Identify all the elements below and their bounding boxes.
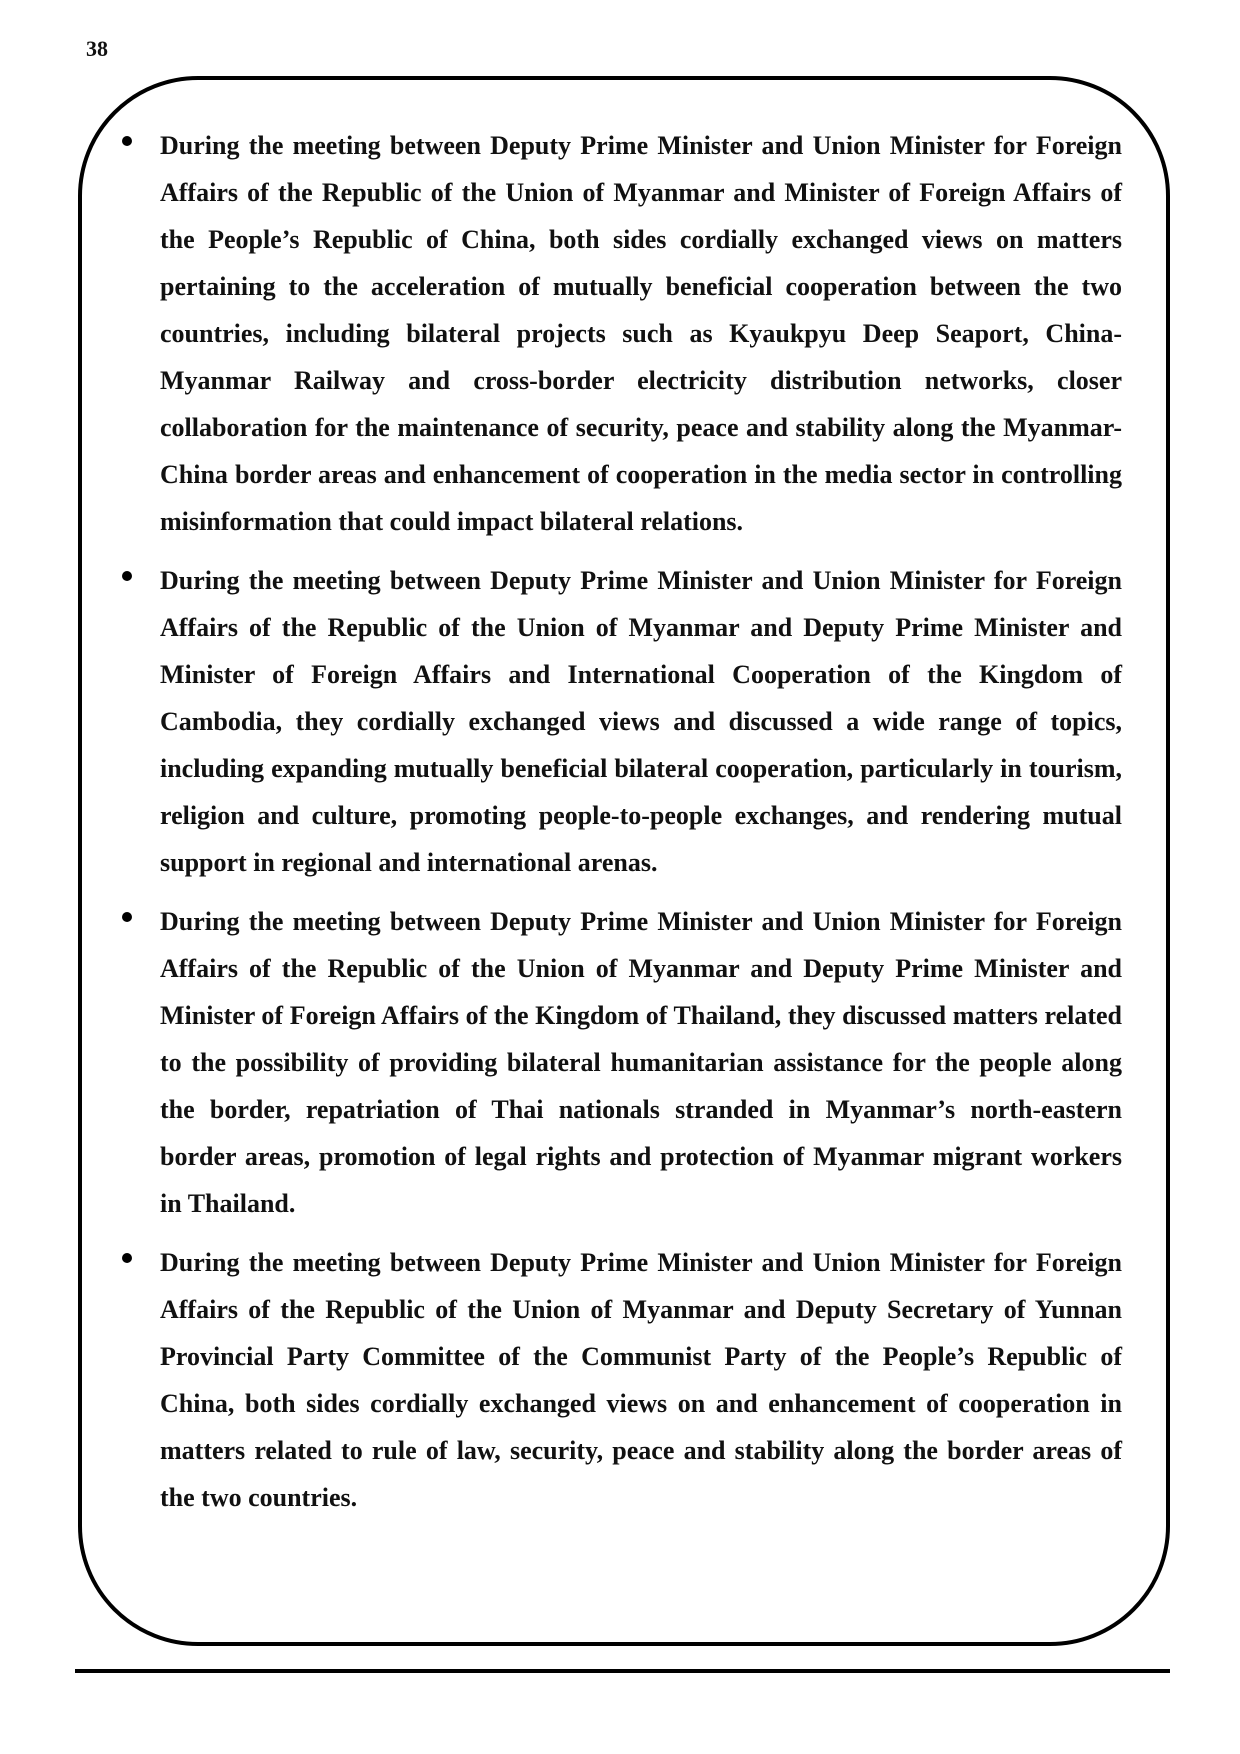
bullet-item [118, 1239, 1122, 1521]
page-number: 38 [86, 36, 108, 61]
bullet-text: During the meeting between Deputy Prime Minister and Union Minister for Foreign Affairs of the Republic of the Union of Myanmar and Deputy Secretary of Yunnan Provincial Party Committee of the Communist Party of the People’s Republic of China, both sides cordially exchanged views on and enhancement of cooperation in matters related to rule of law, security, peace and stability along the border areas of the two countries. [160, 1248, 1122, 1512]
bullet-item [118, 122, 1122, 545]
bullet-text: During the meeting between Deputy Prime Minister and Union Minister for Foreign Affairs of the Republic of the Union of Myanmar and Deputy Prime Minister and Minister of Foreign Affairs of the Kingdom of Thailand, they discussed matters related to the possibility of providing bilateral humanitarian assistance for the people along the border, repatriation of Thai nationals stranded in Myanmar’s north-eastern border areas, promotion of legal rights and protection of Myanmar migrant workers in Thailand. [160, 907, 1122, 1218]
bullet-dot-icon [122, 571, 132, 581]
bullet-dot-icon [122, 912, 132, 922]
bullet-item [118, 898, 1122, 1227]
bullet-list [118, 122, 1122, 1521]
bullet-dot-icon [122, 136, 132, 146]
bullet-text: During the meeting between Deputy Prime Minister and Union Minister for Foreign Affairs of the Republic of the Union of Myanmar and Minister of Foreign Affairs of the People’s Republic of China, both sides cordially exchanged views on matters pertaining to the acceleration of mutually beneficial cooperation between the two countries, including bilateral projects such as Kyaukpyu Deep Seaport, China-Myanmar Railway and cross-border electricity distribution networks, closer collaboration for the maintenance of security, peace and stability along the Myanmar-China border areas and enhancement of cooperation in the media sector in controlling misinformation that could impact bilateral relations. [160, 131, 1122, 536]
bullet-text: During the meeting between Deputy Prime Minister and Union Minister for Foreign Affairs of the Republic of the Union of Myanmar and Deputy Prime Minister and Minister of Foreign Affairs and International Cooperation of the Kingdom of Cambodia, they cordially exchanged views and discussed a wide range of topics, including expanding mutually beneficial bilateral cooperation, particularly in tourism, religion and culture, promoting people-to-people exchanges, and rendering mutual support in regional and international arenas. [160, 566, 1122, 877]
footer-rule [75, 1669, 1170, 1673]
bullet-item [118, 557, 1122, 886]
bullet-dot-icon [122, 1253, 132, 1263]
bullet-list-container [118, 122, 1122, 1533]
